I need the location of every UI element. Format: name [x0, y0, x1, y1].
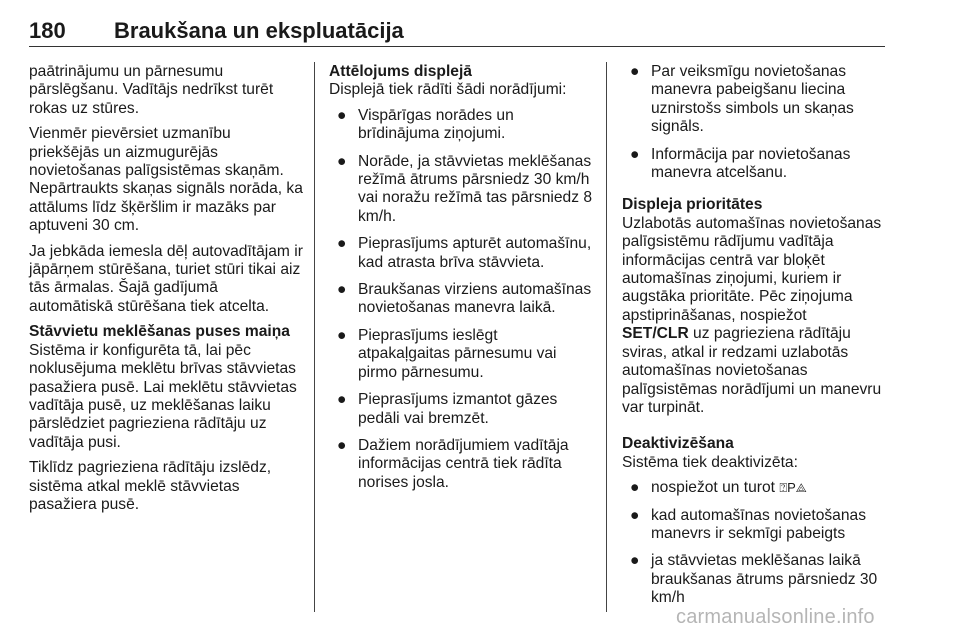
section-heading: Stāvvietu meklēšanas puses maiņa [29, 323, 290, 341]
section-heading: Displeja prioritātes [622, 196, 763, 214]
bullet-icon: ● [630, 145, 640, 163]
watermark: carmanualsonline.info [676, 606, 875, 628]
list-item [329, 107, 593, 144]
list-item [329, 153, 593, 227]
list-item [622, 63, 890, 137]
page-header [29, 6, 885, 47]
list-item [622, 146, 890, 183]
bullet-icon: ● [630, 552, 640, 570]
paragraph: Sistēma tiek deaktivizēta: [622, 453, 798, 471]
paragraph: Displejā tiek rādīti šādi norādījumi: [329, 81, 567, 99]
list-item-text: Dažiem norādījumiem vadītāja informācijas centrā tiek rādīta norises josla. [358, 436, 569, 491]
list-item [329, 281, 593, 318]
paragraph: Ja jebkāda iemesla dēļ autovadītājam ir jāpārņem stūrēšana, turiet stūri tikai aiz tās ārmalas. Šajā gadījumā automātiskā stūrēšana tiek atcelta. [29, 242, 303, 315]
list-item [329, 235, 593, 272]
paragraph-text: Uzlabotās automašīnas novietošanas palīgsistēmu rādījumu vadītāja informācijas centrā var bloķēt automašīnas ziņojumi, kuriem ir augstāka prioritāte. Pēc ziņojuma apstiprināšanas, nospiežot [622, 214, 882, 324]
list-item-text: Pieprasījums ieslēgt atpakaļgaitas pārnesumu vai pirmo pārnesumu. [358, 326, 557, 381]
bullet-icon: ● [630, 479, 640, 497]
list-item [622, 479, 890, 497]
list-item [622, 552, 890, 607]
column-divider-2 [606, 62, 607, 612]
bullet-icon: ● [337, 436, 347, 454]
bullet-list [622, 63, 890, 182]
bullet-icon: ● [337, 326, 347, 344]
column-divider-1 [314, 62, 315, 612]
set-clr-key-label: SET/CLR [622, 325, 689, 343]
paragraph: paātrinājumu un pārnesumu pārslēgšanu. Vadītājs nedrīkst turēt rokas uz stūres. [29, 63, 274, 117]
bullet-icon: ● [630, 506, 640, 524]
column-1 [29, 63, 305, 521]
list-item [329, 327, 593, 382]
paragraph-text: uz pagrieziena rādītāju sviras, atkal ir redzami uzlabotās automašīnas novietošanas palīgsistēmas norādījumi un manevru var turpināt. [622, 325, 882, 416]
list-item-text: Norāde, ja stāvvietas meklēšanas režīmā ātrums pārsniedz 30 km/h vai noražu režīmā tas pārsniedz 8 km/h. [358, 152, 593, 225]
page-number: 180 [29, 18, 66, 43]
parking-assist-icon: ⍰P⟁ [779, 480, 808, 496]
section-heading: Attēlojums displejā [329, 63, 472, 80]
list-item [329, 437, 593, 492]
list-item-text: Pieprasījums apturēt automašīnu, kad atrasta brīva stāvvieta. [358, 235, 592, 271]
bullet-icon: ● [337, 235, 347, 253]
list-item-text: Informācija par novietošanas manevra atcelšanu. [651, 145, 851, 182]
list-item-text: Braukšanas virziens automašīnas novietošanas manevra laikā. [358, 281, 592, 317]
bullet-list [622, 479, 890, 607]
paragraph [622, 215, 890, 417]
list-item [329, 391, 593, 428]
bullet-icon: ● [630, 63, 640, 80]
list-item-text: Pieprasījums izmantot gāzes pedāli vai bremzēt. [358, 391, 558, 427]
bullet-icon: ● [337, 152, 347, 170]
list-item-text: Vispārīgas norādes un brīdinājuma ziņojumi. [358, 106, 514, 143]
list-item [622, 507, 890, 544]
list-item-text: kad automašīnas novietošanas manevrs ir sekmīgi pabeigts [651, 506, 866, 542]
column-2 [329, 63, 593, 501]
paragraph: Tiklīdz pagrieziena rādītāju izslēdz, sistēma atkal meklē stāvvietas pasažiera pusē. [29, 459, 272, 513]
section [622, 196, 890, 417]
list-item-text: Par veiksmīgu novietošanas manevra pabeigšanu liecina uznirstošs simbols un skaņas signāls. [651, 63, 854, 136]
list-item-text: ja stāvvietas meklēšanas laikā braukšanas ātrums pārsniedz 30 km/h [651, 552, 878, 607]
bullet-icon: ● [337, 106, 347, 124]
bullet-icon: ● [337, 281, 347, 299]
paragraph: Vienmēr pievērsiet uzmanību priekšējās un aizmugurējās novietošanas palīgsistēmas skaņām. Nepārtraukts skaņas signāls norāda, ka attālums līdz šķēršlim ir mazāks par aptuveni 30 cm. [29, 125, 303, 235]
bullet-icon: ● [337, 391, 347, 409]
bullet-list [329, 107, 593, 492]
paragraph: Sistēma ir konfigurēta tā, lai pēc noklusējuma meklētu brīvas stāvvietas pasažiera pusē. Lai meklētu stāvvietas vadītāja pusē, uz meklēšanas laiku pārslēdziet pagrieziena rādītāju uz vadītāja pusi. [29, 341, 297, 451]
column-3 [622, 63, 890, 617]
section-heading: Deaktivizēšana [622, 435, 734, 453]
page-title: Braukšana un ekspluatācija [114, 18, 404, 43]
list-item-text: nospiežot un turot [651, 479, 780, 497]
